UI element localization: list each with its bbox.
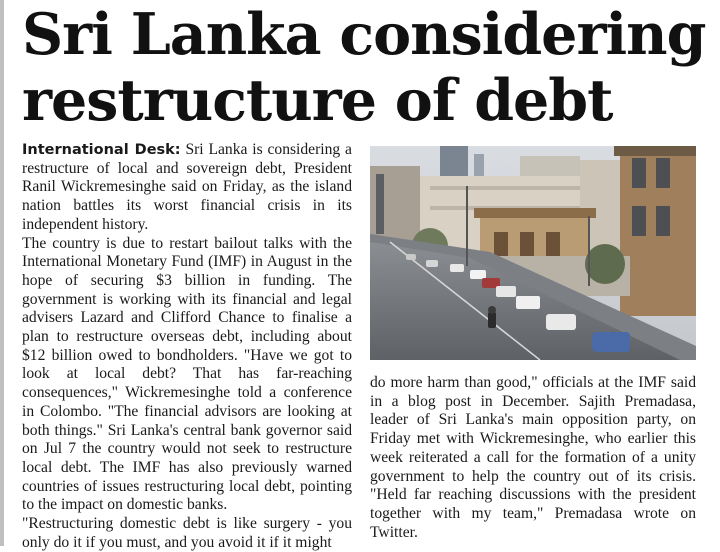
article-column-left [22, 141, 352, 552]
photo-illustration [370, 146, 696, 360]
article-column-right [370, 374, 696, 542]
headline: Sri Lanka considering restructure of debt [22, 1, 706, 134]
street-scene-photo [370, 146, 696, 360]
article-paragraph: The country is due to restart bailout talks with the International Monetary Fund (IMF) in August in the hope of securing $3 billion in funding. The government is working with its financial and legal advisers Lazard and Clifford Chance to finalise a plan to restructure overseas debt, including about $12 billion owed to bondholders. "Have we got to look at local debt? That has far-reaching consequences," Wickremesinghe told a conference in Colombo. "The financial advisors are looking at both things." Sri Lanka's central bank governor said on Jul 7 the country would not seek to restructure local debt. The IMF has also previously warned countries of issues restructuring local debt, pointing to the impact on domestic banks. [22, 234, 352, 514]
article-paragraph: do more harm than good," officials at the IMF said in a blog post in December. Sajith Premadasa, leader of Sri Lanka's main opposition party, on Friday met with Wickremesinghe, who earlier this week reiterated a call for the formation of a unity government to help the country out of its crisis. "Held far reaching discussions with the president together with my team," Premadasa wrote on Twitter. [370, 374, 696, 541]
page-edge-rule [0, 0, 4, 546]
dateline: International Desk: [22, 142, 181, 158]
article-paragraph: "Restructuring domestic debt is like surgery - you only do it if you must, and you avoid it if it might [22, 515, 352, 551]
lead-text: Sri Lanka is considering a restructure of local and sovereign debt, President Ranil Wickremesinghe said on Friday, as the island nation battles its worst financial crisis in its independent history. [22, 141, 352, 233]
article-paragraph [22, 141, 352, 235]
